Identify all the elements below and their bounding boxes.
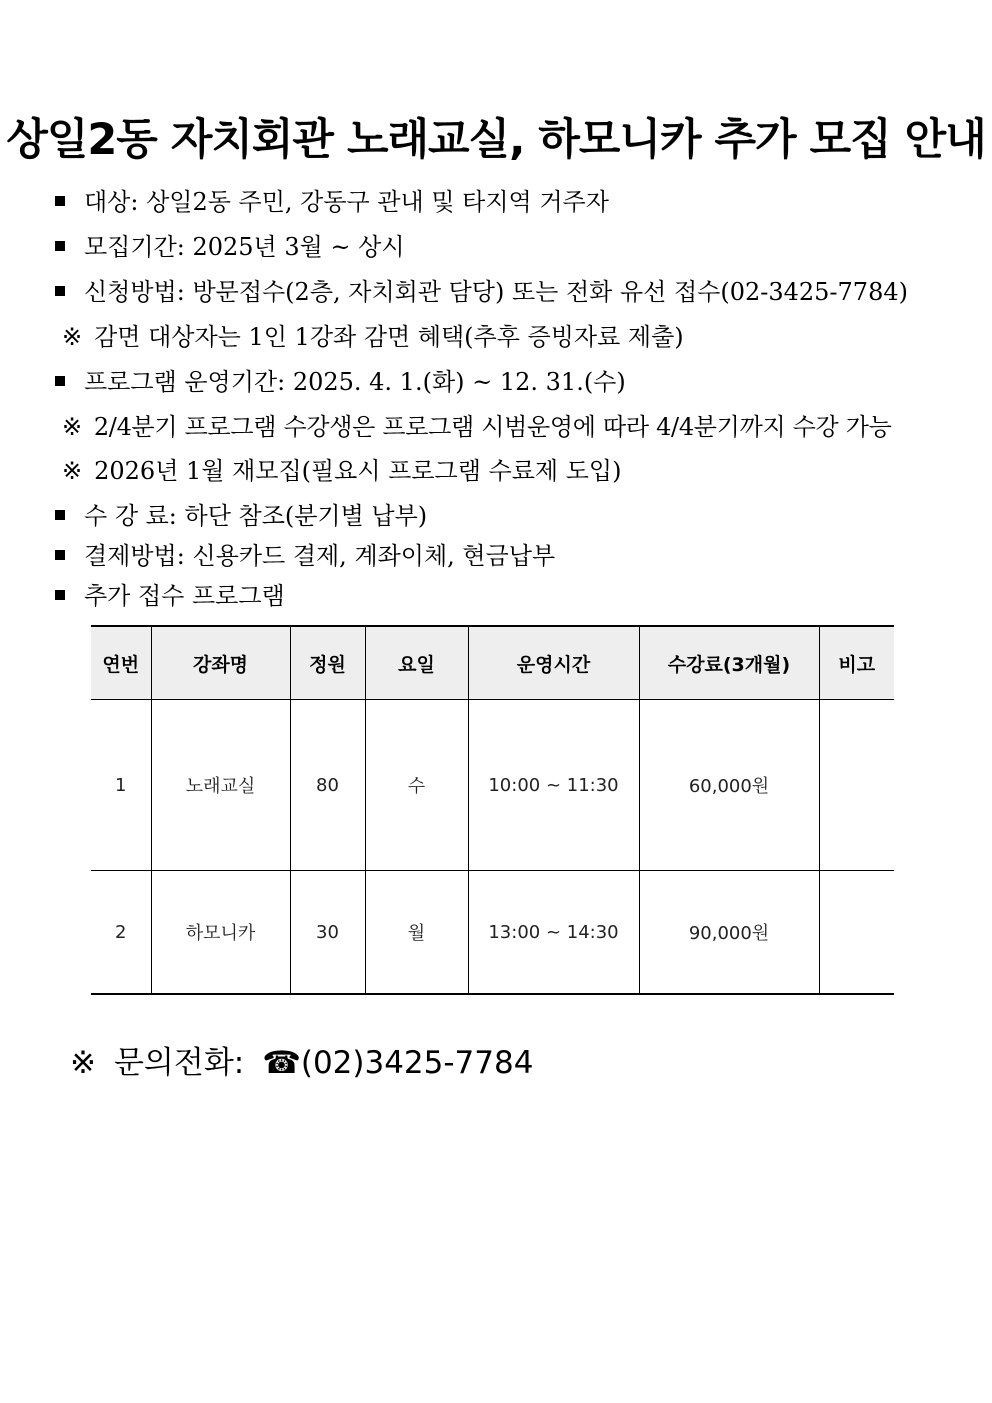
- header-course: 강좌명: [151, 626, 290, 700]
- reference-mark-icon: ※: [62, 457, 83, 485]
- cell-day: 월: [365, 871, 468, 995]
- header-fee: 수강료(3개월): [639, 626, 819, 700]
- cell-time: 13:00 ~ 14:30: [468, 871, 639, 995]
- note-text: 2/4분기 프로그램 수강생은 프로그램 시범운영에 따라 4/4분기까지 수강 가능: [93, 413, 892, 441]
- table-header-row: [91, 626, 894, 700]
- cell-day: 수: [365, 700, 468, 871]
- note-discount: [62, 322, 684, 352]
- reference-mark-icon: ※: [62, 413, 82, 441]
- header-no: 연번: [91, 626, 151, 700]
- square-bullet-icon: [55, 286, 65, 296]
- note-quarter: [62, 412, 892, 442]
- cell-no: 1: [91, 700, 151, 871]
- list-item-operation: [55, 367, 626, 397]
- cell-remarks: [819, 700, 894, 871]
- square-bullet-icon: [55, 241, 65, 251]
- list-item-programs: [55, 581, 285, 611]
- table-row: [91, 871, 894, 995]
- cell-time: 10:00 ~ 11:30: [468, 700, 639, 871]
- cell-course: 노래교실: [151, 700, 290, 871]
- square-bullet-icon: [55, 590, 65, 600]
- header-time: 운영시간: [468, 626, 639, 700]
- cell-capacity: 80: [290, 700, 365, 871]
- cell-remarks: [819, 871, 894, 995]
- item-text: 모집기간: 2025년 3월 ~ 상시: [84, 233, 405, 261]
- list-item-target: [55, 187, 609, 217]
- note-recruit: [62, 456, 621, 486]
- cell-no: 2: [115, 921, 127, 943]
- cell-capacity: 30: [290, 871, 365, 995]
- item-text: 신청방법: 방문접수(2층, 자치회관 담당) 또는 전화 유선 접수(02-3425-7784): [84, 278, 908, 306]
- list-item-payment: [55, 541, 555, 571]
- info-list: [0, 0, 992, 620]
- square-bullet-icon: [55, 196, 65, 206]
- header-capacity: 정원: [290, 626, 365, 700]
- contact-label: 문의전화:: [113, 1045, 245, 1081]
- reference-mark-icon: ※: [70, 1045, 96, 1081]
- list-item-method: [55, 277, 908, 307]
- header-remarks: 비고: [819, 626, 894, 700]
- table-row: [91, 700, 894, 871]
- reference-mark-icon: ※: [62, 323, 83, 351]
- contact-phone: (02)3425-7784: [300, 1045, 534, 1081]
- list-item-fee: [55, 501, 427, 531]
- header-day: 요일: [365, 626, 468, 700]
- cell-fee: 60,000원: [639, 700, 819, 871]
- item-text: 추가 접수 프로그램: [84, 582, 285, 610]
- note-text: 감면 대상자는 1인 1강좌 감면 혜택(추후 증빙자료 제출): [94, 323, 684, 351]
- cell-course: 하모니카: [151, 871, 290, 995]
- list-item-period: [55, 232, 405, 262]
- contact-line: [70, 1037, 533, 1082]
- square-bullet-icon: [55, 376, 65, 386]
- square-bullet-icon: [55, 550, 65, 560]
- item-text: 수 강 료: 하단 참조(분기별 납부): [84, 502, 428, 530]
- item-text: 결제방법: 신용카드 결제, 계좌이체, 현금납부: [84, 542, 556, 570]
- program-table: [91, 625, 894, 995]
- page-title: 상일2동 자치회관 노래교실, 하모니카 추가 모집 안내: [6, 115, 986, 165]
- item-text: 대상: 상일2동 주민, 강동구 관내 및 타지역 거주자: [84, 188, 609, 216]
- square-bullet-icon: [55, 510, 65, 520]
- item-text: 프로그램 운영기간: 2025. 4. 1.(화) ~ 12. 31.(수): [84, 368, 626, 396]
- cell-fee: 90,000원: [639, 871, 819, 995]
- telephone-icon: ☎: [262, 1045, 301, 1081]
- note-text: 2026년 1월 재모집(필요시 프로그램 수료제 도입): [94, 457, 622, 485]
